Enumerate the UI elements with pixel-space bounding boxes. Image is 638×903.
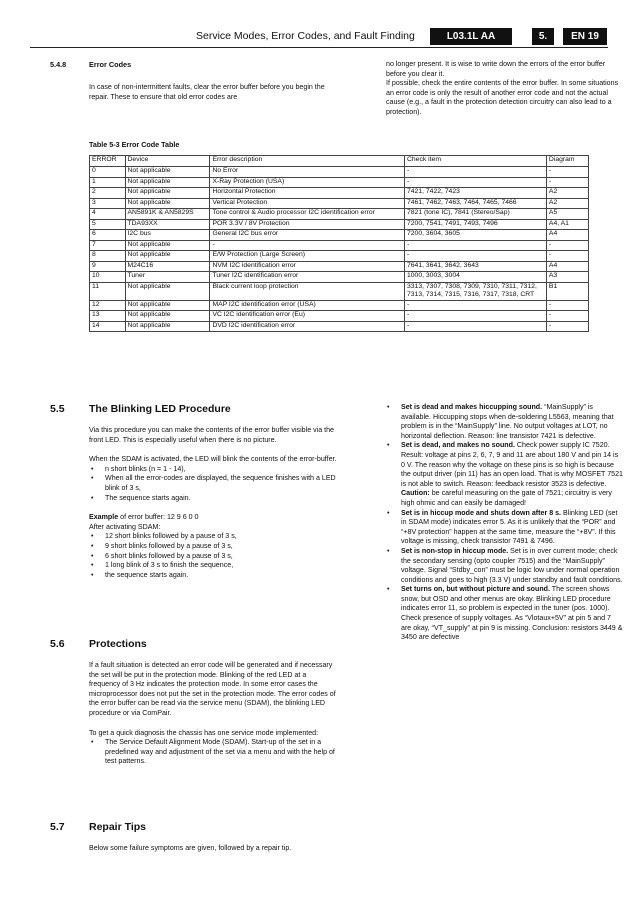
cell: - — [404, 177, 546, 188]
cell: DVD I2C identification error — [210, 321, 405, 332]
cell: - — [404, 251, 546, 262]
cell: Not applicable — [125, 321, 210, 332]
table-row — [90, 240, 589, 251]
table-header-row — [90, 156, 589, 167]
cell: Not applicable — [125, 198, 210, 209]
cell: - — [404, 240, 546, 251]
tip-text: “MainSupply” is available. Hiccupping stops when de-soldering L5563, meaning that problem is in the “MainSupply” line. No output voltages at LOT, no horizontal deflection. Reason: line transistor 7421 is defective. — [401, 403, 614, 440]
list-item: • 12 short blinks followed by a pause of 3 s, — [89, 532, 339, 542]
cell: A2 — [546, 188, 588, 199]
section-title-repair-tips: Repair Tips — [89, 821, 146, 833]
list-item: • the sequence starts again. — [89, 571, 339, 581]
cell: 3313, 7307, 7308, 7309, 7310, 7311, 7312, 7313, 7314, 7315, 7316, 7317, 7318, CRT — [404, 282, 546, 300]
cell: Tuner I2C identification error — [210, 272, 405, 283]
section-title-protections: Protections — [89, 638, 147, 650]
example-line — [89, 513, 339, 523]
cell: 7 — [90, 240, 126, 251]
cell: 9 — [90, 261, 126, 272]
list-item: • The Service Default Alignment Mode (SDAM). Start-up of the set in a predefined way and adjustment of the set via a menu and with the help of test patterns. — [89, 738, 339, 767]
table-caption: Table 5-3 Error Code Table — [89, 140, 180, 149]
cell: - — [210, 240, 405, 251]
cell: A5 — [546, 209, 588, 220]
cell: Black current loop protection — [210, 282, 405, 300]
cell: Vertical Protection — [210, 198, 405, 209]
table-row — [90, 272, 589, 283]
table-row — [90, 251, 589, 262]
tip-symptom: Set turns on, but without picture and sound. — [401, 585, 550, 594]
list-item — [385, 585, 623, 643]
table-row — [90, 219, 589, 230]
cell: 4 — [90, 209, 126, 220]
caution-label: Caution: — [401, 489, 430, 498]
blinking-led-body — [89, 426, 339, 580]
cell: Not applicable — [125, 311, 210, 322]
cell: General I2C bus error — [210, 230, 405, 241]
cell: 12 — [90, 300, 126, 311]
table-row — [90, 198, 589, 209]
repair-tips-list-container — [385, 403, 623, 643]
paragraph: no longer present. It is wise to write down the errors of the error buffer before you clear it. — [386, 60, 606, 78]
header-rule — [30, 47, 608, 48]
cell: 7461, 7462, 7463, 7464, 7465, 7466 — [404, 198, 546, 209]
list-item: • The sequence starts again. — [89, 494, 339, 504]
cell: TDA93XX — [125, 219, 210, 230]
paragraph: If a fault situation is detected an error code will be generated and if necessary the set will be put in the protection mode. Blinking of the red LED at a frequency of 3 Hz indicates the protection mode. In some error cases the microprocessor does not put the set in the protection mode. The error codes of the error buffer can be read via the service menu (SDAM), the blinking LED procedure or via ComPair. — [89, 661, 336, 717]
cell: Tuner — [125, 272, 210, 283]
tip-symptom: Set is dead and makes hiccupping sound. — [401, 403, 543, 411]
paragraph: After activating SDAM: — [89, 522, 161, 531]
table-row — [90, 230, 589, 241]
running-header-title: Service Modes, Error Codes, and Fault Finding — [196, 30, 415, 42]
section-number-56: 5.6 — [50, 638, 65, 650]
cell: - — [546, 240, 588, 251]
cell: 7821 (tone IC), 7841 (Stereo/Sap) — [404, 209, 546, 220]
service-mode-list — [89, 738, 339, 767]
cell: AN5891K & AN5829S — [125, 209, 210, 220]
table-row — [90, 188, 589, 199]
list-item — [385, 509, 623, 547]
cell: E/W Protection (Large Screen) — [210, 251, 405, 262]
list-item: • 9 short blinks followed by a pause of 3 s, — [89, 542, 339, 552]
cell: 7421, 7422, 7423 — [404, 188, 546, 199]
cell: X-Ray Protection (USA) — [210, 177, 405, 188]
cell: A4, A1 — [546, 219, 588, 230]
cell: - — [546, 251, 588, 262]
cell: Not applicable — [125, 188, 210, 199]
cell: - — [546, 177, 588, 188]
header-cell: Error description — [210, 156, 405, 167]
cell: - — [546, 311, 588, 322]
example-text: of error buffer: 12 9 6 0 0 — [118, 513, 199, 522]
header-cell: Diagram — [546, 156, 588, 167]
cell: 7200, 3604, 3605 — [404, 230, 546, 241]
cell: 1 — [90, 177, 126, 188]
paragraph: To get a quick diagnosis the chassis has one service mode implemented: — [89, 728, 319, 737]
cell: Not applicable — [125, 251, 210, 262]
list-item: • 1 long blink of 3 s to finish the sequence, — [89, 561, 339, 571]
example-label: Example — [89, 513, 119, 522]
cell: - — [404, 167, 546, 178]
list-item — [385, 547, 623, 585]
cell: B1 — [546, 282, 588, 300]
cell: A4 — [546, 230, 588, 241]
example-blinks-list — [89, 532, 339, 580]
list-item: • 6 short blinks followed by a pause of 3 s, — [89, 552, 339, 562]
blink-rules-list — [89, 465, 339, 503]
cell: Not applicable — [125, 300, 210, 311]
paragraph: Via this procedure you can make the contents of the error buffer visible via the front LED. This is especially useful when there is no picture. — [89, 426, 335, 444]
cell: 1000, 3003, 3004 — [404, 272, 546, 283]
header-cell: Device — [125, 156, 210, 167]
cell: - — [546, 300, 588, 311]
cell: - — [404, 300, 546, 311]
paragraph: If possible, check the entire contents of the error buffer. In some situations an error code is only the result of another error code and not the actual cause (e.g., a fault in the protection detection circuitry can also lead to a protection). — [386, 79, 619, 116]
cell: 8 — [90, 251, 126, 262]
header-cell: Check item — [404, 156, 546, 167]
cell: M24C16 — [125, 261, 210, 272]
cell: - — [546, 167, 588, 178]
cell: 6 — [90, 230, 126, 241]
cell: 7200, 7541, 7491, 7493, 7496 — [404, 219, 546, 230]
cell: 11 — [90, 282, 126, 300]
cell: I2C bus — [125, 230, 210, 241]
tip-symptom: Set is non-stop in hiccup mode. — [401, 546, 509, 555]
caution-text: be careful measuring on the gate of 7521; circuitry is very high ohmic and can easily be damaged! — [401, 489, 612, 507]
cell: A4 — [546, 261, 588, 272]
error-codes-continued — [386, 60, 622, 118]
cell: A2 — [546, 198, 588, 209]
page-number-badge: EN 19 — [563, 28, 607, 45]
chapter-badge: 5. — [532, 28, 554, 45]
table-row — [90, 300, 589, 311]
tip-symptom: Set is dead, and makes no sound. — [401, 441, 515, 450]
cell: 13 — [90, 311, 126, 322]
cell: - — [404, 311, 546, 322]
repair-tips-list — [385, 403, 623, 643]
cell: Tone control & Audio processor I2C identification error — [210, 209, 405, 220]
section-number-55: 5.5 — [50, 403, 65, 415]
list-item — [385, 441, 623, 508]
table-row — [90, 311, 589, 322]
paragraph: When the SDAM is activated, the LED will blink the contents of the error-buffer. — [89, 455, 337, 464]
cell: 3 — [90, 198, 126, 209]
cell: - — [546, 321, 588, 332]
cell: Not applicable — [125, 240, 210, 251]
list-item: • n short blinks (n = 1 - 14), — [89, 465, 339, 475]
table-row — [90, 321, 589, 332]
table-row — [90, 167, 589, 178]
cell: Not applicable — [125, 167, 210, 178]
tip-text: The screen shows snow, but OSD and other menus are okay. Blinking LED procedure indicates error 11, so problem is expected in the tuner (pos. 1000). Check presence of supply voltages. As “Vlotaux+5V” at pin 5 and 7 are okay, “VT_supply” at pin 9 is missing. Conclusion: resistors 3449 & 3450 are defective — [401, 585, 623, 642]
repair-tips-intro: Below some failure symptoms are given, followed by a repair tip. — [89, 844, 292, 852]
tip-text: Blinking LED (set in SDAM mode) indicates error 5. As it is unlikely that the “POR” and “+8V protection” happen at the same time, measure the “+8V”. If this voltage is missing, check transistor 7491 & 7496. — [401, 508, 618, 546]
cell: POR 3.3V / 8V Protection — [210, 219, 405, 230]
tip-text: Set is in over current mode; check the secondary sensing (opto coupler 7515) and the “MainSupply” voltage. Signal “Stdby_con” must be logic low under normal operation conditions and goes to high (3.3 V) under standby and fault conditions. — [401, 546, 623, 584]
cell: 2 — [90, 188, 126, 199]
cell: 14 — [90, 321, 126, 332]
cell: Not applicable — [125, 282, 210, 300]
tip-text: Check power supply IC 7520. Result: voltage at pins 2, 6, 7, 9 and 11 are about 180 V and pin 14 is 0 V. The reason why the voltage on these pins is so high is because the output driver (pin 11) has an open load. That is why MOSFET 7521 is not able to switch. Reason: feedback resistor 3523 is defective. — [401, 441, 624, 488]
error-code-table — [89, 155, 589, 332]
cell: 0 — [90, 167, 126, 178]
protections-body — [89, 661, 339, 767]
table-row — [90, 209, 589, 220]
list-item — [385, 403, 623, 441]
list-item: • When all the error-codes are displayed, the sequence finishes with a LED blink of 3 s, — [89, 474, 339, 493]
error-codes-intro: In case of non-intermittent faults, clear the error buffer before you begin the repair. These to ensure that old error codes are — [89, 83, 325, 101]
table-row — [90, 261, 589, 272]
table-row — [90, 282, 589, 300]
cell: - — [404, 321, 546, 332]
cell: No Error — [210, 167, 405, 178]
section-number-548: 5.4.8 — [50, 60, 67, 69]
section-number-57: 5.7 — [50, 821, 65, 833]
cell: Horizontal Protection — [210, 188, 405, 199]
model-badge: L03.1L AA — [430, 28, 512, 45]
cell: NVM I2C identification error — [210, 261, 405, 272]
header-cell: ERROR — [90, 156, 126, 167]
table-row — [90, 177, 589, 188]
section-title-error-codes: Error Codes — [89, 60, 132, 69]
cell: MAP I2C identification error (USA) — [210, 300, 405, 311]
cell: VC I2C identification error (Eu) — [210, 311, 405, 322]
cell: 10 — [90, 272, 126, 283]
cell: 5 — [90, 219, 126, 230]
cell: A3 — [546, 272, 588, 283]
section-title-blinking-led: The Blinking LED Procedure — [89, 403, 231, 415]
cell: Not applicable — [125, 177, 210, 188]
cell: 7641, 3641, 3642, 3643 — [404, 261, 546, 272]
tip-symptom: Set is in hiccup mode and shuts down after 8 s. — [401, 508, 562, 517]
